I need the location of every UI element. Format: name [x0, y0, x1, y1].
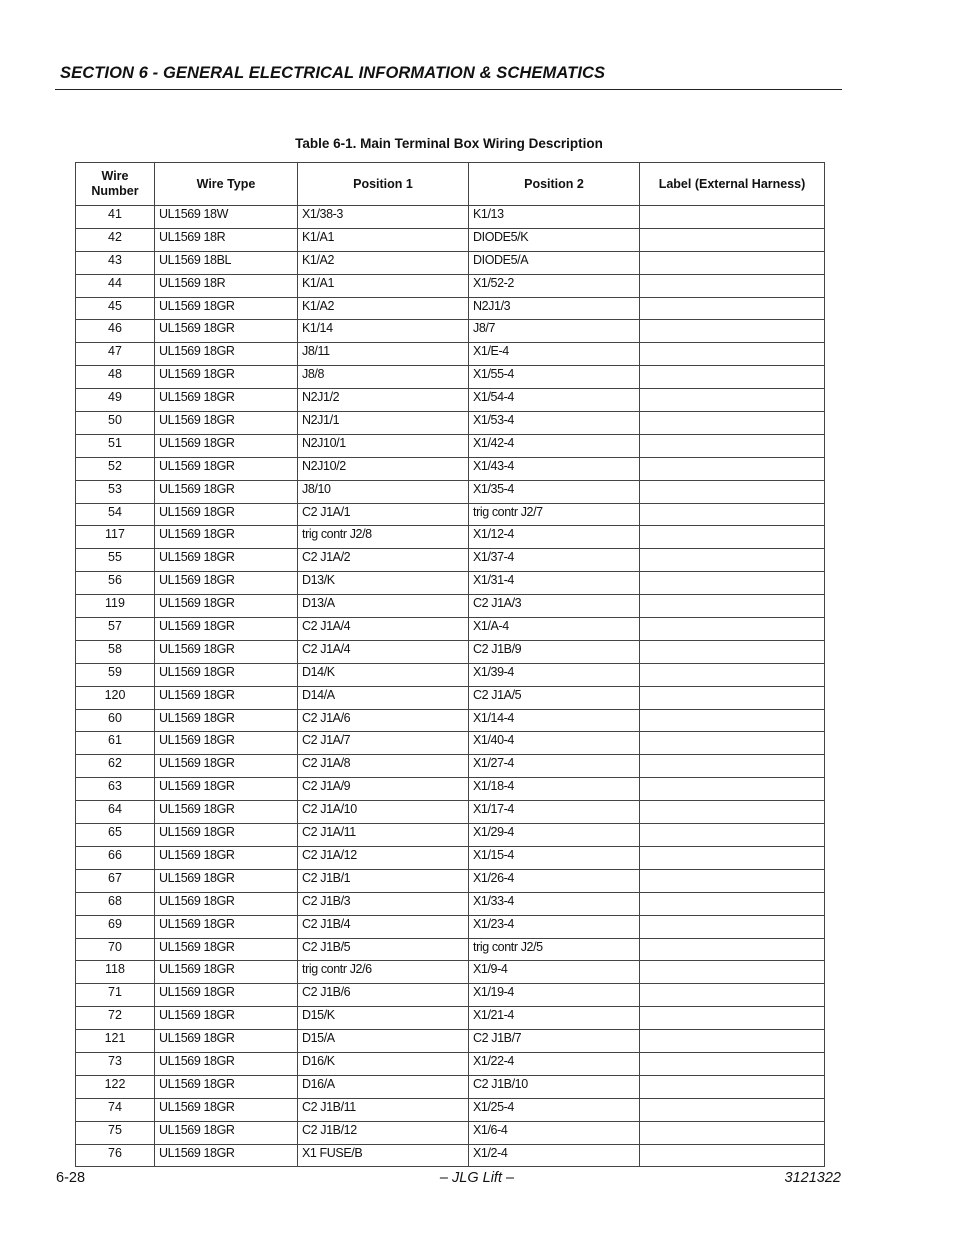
- cell-wire-type: UL1569 18GR: [155, 1098, 298, 1121]
- cell-position-2: X1/15-4: [469, 846, 640, 869]
- cell-label: [640, 755, 825, 778]
- cell-label: [640, 1098, 825, 1121]
- cell-position-1: C2 J1A/4: [298, 640, 469, 663]
- cell-wire-number: 76: [76, 1144, 155, 1167]
- table-row: [76, 686, 825, 709]
- cell-label: [640, 915, 825, 938]
- table-row: [76, 1121, 825, 1144]
- cell-position-1: C2 J1A/10: [298, 801, 469, 824]
- cell-wire-type: UL1569 18GR: [155, 572, 298, 595]
- column-header-wire-number-line2: Number: [91, 184, 139, 198]
- cell-position-1: C2 J1B/12: [298, 1121, 469, 1144]
- cell-position-1: N2J10/2: [298, 457, 469, 480]
- cell-position-2: X1/53-4: [469, 412, 640, 435]
- cell-label: [640, 251, 825, 274]
- cell-label: [640, 663, 825, 686]
- cell-wire-type: UL1569 18GR: [155, 709, 298, 732]
- cell-wire-type: UL1569 18GR: [155, 1075, 298, 1098]
- cell-position-1: C2 J1A/12: [298, 846, 469, 869]
- cell-wire-number: 71: [76, 984, 155, 1007]
- cell-label: [640, 1007, 825, 1030]
- cell-wire-number: 51: [76, 434, 155, 457]
- cell-position-2: X1/25-4: [469, 1098, 640, 1121]
- cell-wire-number: 49: [76, 389, 155, 412]
- table-row: [76, 961, 825, 984]
- cell-wire-type: UL1569 18GR: [155, 824, 298, 847]
- cell-position-1: N2J10/1: [298, 434, 469, 457]
- cell-position-2: X1/23-4: [469, 915, 640, 938]
- cell-position-2: X1/6-4: [469, 1121, 640, 1144]
- cell-wire-type: UL1569 18GR: [155, 1144, 298, 1167]
- table-row: [76, 389, 825, 412]
- cell-wire-number: 67: [76, 869, 155, 892]
- cell-position-2: N2J1/3: [469, 297, 640, 320]
- table-row: [76, 412, 825, 435]
- cell-wire-number: 72: [76, 1007, 155, 1030]
- cell-position-2: X1/12-4: [469, 526, 640, 549]
- cell-position-1: J8/11: [298, 343, 469, 366]
- cell-label: [640, 1121, 825, 1144]
- cell-wire-number: 44: [76, 274, 155, 297]
- cell-label: [640, 1075, 825, 1098]
- table-row: [76, 595, 825, 618]
- cell-label: [640, 366, 825, 389]
- cell-label: [640, 640, 825, 663]
- cell-wire-type: UL1569 18GR: [155, 389, 298, 412]
- cell-wire-number: 64: [76, 801, 155, 824]
- cell-wire-type: UL1569 18GR: [155, 1007, 298, 1030]
- cell-wire-type: UL1569 18GR: [155, 549, 298, 572]
- cell-position-1: X1/38-3: [298, 206, 469, 229]
- cell-position-2: X1/17-4: [469, 801, 640, 824]
- column-header-label: Label (External Harness): [640, 163, 825, 206]
- cell-wire-type: UL1569 18GR: [155, 846, 298, 869]
- header-divider: [55, 89, 842, 90]
- cell-label: [640, 778, 825, 801]
- cell-position-2: X1/E-4: [469, 343, 640, 366]
- cell-wire-number: 61: [76, 732, 155, 755]
- cell-position-2: J8/7: [469, 320, 640, 343]
- table-row: [76, 297, 825, 320]
- cell-position-2: X1/27-4: [469, 755, 640, 778]
- cell-position-2: X1/26-4: [469, 869, 640, 892]
- cell-wire-number: 43: [76, 251, 155, 274]
- cell-wire-type: UL1569 18GR: [155, 778, 298, 801]
- cell-position-1: D16/K: [298, 1052, 469, 1075]
- cell-wire-type: UL1569 18GR: [155, 801, 298, 824]
- cell-position-1: D13/A: [298, 595, 469, 618]
- cell-wire-type: UL1569 18GR: [155, 915, 298, 938]
- cell-wire-number: 59: [76, 663, 155, 686]
- cell-position-1: C2 J1A/9: [298, 778, 469, 801]
- cell-position-1: K1/A1: [298, 228, 469, 251]
- table-body: [76, 206, 825, 1167]
- cell-position-1: C2 J1B/6: [298, 984, 469, 1007]
- cell-wire-number: 120: [76, 686, 155, 709]
- cell-wire-type: UL1569 18R: [155, 274, 298, 297]
- cell-position-1: J8/8: [298, 366, 469, 389]
- cell-position-2: X1/9-4: [469, 961, 640, 984]
- cell-label: [640, 480, 825, 503]
- cell-wire-type: UL1569 18GR: [155, 1052, 298, 1075]
- cell-wire-type: UL1569 18GR: [155, 663, 298, 686]
- table-row: [76, 618, 825, 641]
- cell-position-1: D16/A: [298, 1075, 469, 1098]
- table-row: [76, 1007, 825, 1030]
- cell-wire-number: 68: [76, 892, 155, 915]
- cell-wire-type: UL1569 18GR: [155, 618, 298, 641]
- cell-position-2: X1/21-4: [469, 1007, 640, 1030]
- cell-position-1: C2 J1B/3: [298, 892, 469, 915]
- table-row: [76, 366, 825, 389]
- cell-position-1: C2 J1A/11: [298, 824, 469, 847]
- cell-position-2: DIODE5/K: [469, 228, 640, 251]
- cell-position-1: K1/14: [298, 320, 469, 343]
- page-number: 6-28: [56, 1170, 86, 1186]
- cell-wire-type: UL1569 18GR: [155, 480, 298, 503]
- cell-position-2: DIODE5/A: [469, 251, 640, 274]
- table-row: [76, 503, 825, 526]
- column-header-position-2: Position 2: [469, 163, 640, 206]
- cell-label: [640, 618, 825, 641]
- cell-position-1: N2J1/1: [298, 412, 469, 435]
- cell-position-1: N2J1/2: [298, 389, 469, 412]
- table-row: [76, 572, 825, 595]
- cell-label: [640, 549, 825, 572]
- cell-label: [640, 572, 825, 595]
- cell-wire-type: UL1569 18GR: [155, 595, 298, 618]
- table-row: [76, 892, 825, 915]
- cell-position-1: K1/A1: [298, 274, 469, 297]
- column-header-position-1: Position 1: [298, 163, 469, 206]
- cell-wire-number: 121: [76, 1030, 155, 1053]
- cell-wire-number: 69: [76, 915, 155, 938]
- cell-position-1: C2 J1A/1: [298, 503, 469, 526]
- cell-position-2: X1/52-2: [469, 274, 640, 297]
- table-row: [76, 206, 825, 229]
- cell-wire-number: 66: [76, 846, 155, 869]
- cell-wire-type: UL1569 18GR: [155, 686, 298, 709]
- cell-wire-number: 57: [76, 618, 155, 641]
- cell-wire-number: 65: [76, 824, 155, 847]
- cell-wire-type: UL1569 18W: [155, 206, 298, 229]
- table-row: [76, 1144, 825, 1167]
- cell-wire-number: 75: [76, 1121, 155, 1144]
- cell-position-2: X1/39-4: [469, 663, 640, 686]
- cell-position-1: D14/A: [298, 686, 469, 709]
- cell-wire-number: 117: [76, 526, 155, 549]
- cell-wire-type: UL1569 18GR: [155, 755, 298, 778]
- cell-position-2: trig contr J2/5: [469, 938, 640, 961]
- column-header-wire-number: [76, 163, 155, 206]
- table-row: [76, 915, 825, 938]
- cell-wire-type: UL1569 18GR: [155, 320, 298, 343]
- cell-label: [640, 892, 825, 915]
- column-header-wire-number-line1: Wire: [101, 169, 129, 183]
- cell-position-1: D15/A: [298, 1030, 469, 1053]
- wiring-table: [75, 162, 825, 1167]
- cell-wire-type: UL1569 18GR: [155, 938, 298, 961]
- cell-wire-type: UL1569 18GR: [155, 343, 298, 366]
- cell-wire-type: UL1569 18GR: [155, 732, 298, 755]
- cell-position-2: X1/40-4: [469, 732, 640, 755]
- cell-label: [640, 938, 825, 961]
- cell-wire-number: 56: [76, 572, 155, 595]
- cell-label: [640, 984, 825, 1007]
- cell-wire-number: 58: [76, 640, 155, 663]
- cell-position-1: trig contr J2/6: [298, 961, 469, 984]
- cell-label: [640, 732, 825, 755]
- table-row: [76, 824, 825, 847]
- cell-label: [640, 503, 825, 526]
- cell-position-2: X1/35-4: [469, 480, 640, 503]
- table-row: [76, 1098, 825, 1121]
- cell-wire-number: 54: [76, 503, 155, 526]
- cell-wire-type: UL1569 18GR: [155, 366, 298, 389]
- cell-position-2: C2 J1B/9: [469, 640, 640, 663]
- cell-wire-number: 63: [76, 778, 155, 801]
- cell-wire-type: UL1569 18GR: [155, 526, 298, 549]
- cell-position-2: C2 J1B/7: [469, 1030, 640, 1053]
- cell-position-1: C2 J1A/6: [298, 709, 469, 732]
- cell-position-1: C2 J1A/8: [298, 755, 469, 778]
- cell-position-2: X1/14-4: [469, 709, 640, 732]
- cell-label: [640, 343, 825, 366]
- cell-label: [640, 869, 825, 892]
- cell-wire-number: 50: [76, 412, 155, 435]
- table-row: [76, 251, 825, 274]
- table-row: [76, 663, 825, 686]
- cell-wire-number: 45: [76, 297, 155, 320]
- table-row: [76, 1052, 825, 1075]
- cell-label: [640, 206, 825, 229]
- cell-position-1: C2 J1B/4: [298, 915, 469, 938]
- cell-position-1: K1/A2: [298, 297, 469, 320]
- cell-label: [640, 709, 825, 732]
- table-row: [76, 274, 825, 297]
- cell-position-1: C2 J1A/2: [298, 549, 469, 572]
- cell-position-2: C2 J1A/5: [469, 686, 640, 709]
- cell-position-1: C2 J1B/11: [298, 1098, 469, 1121]
- cell-label: [640, 389, 825, 412]
- cell-wire-number: 74: [76, 1098, 155, 1121]
- table-row: [76, 755, 825, 778]
- cell-position-1: trig contr J2/8: [298, 526, 469, 549]
- cell-position-1: C2 J1B/1: [298, 869, 469, 892]
- table-row: [76, 640, 825, 663]
- cell-wire-number: 118: [76, 961, 155, 984]
- cell-wire-number: 62: [76, 755, 155, 778]
- cell-position-1: K1/A2: [298, 251, 469, 274]
- cell-position-1: J8/10: [298, 480, 469, 503]
- cell-label: [640, 274, 825, 297]
- cell-wire-number: 42: [76, 228, 155, 251]
- cell-position-2: X1/31-4: [469, 572, 640, 595]
- cell-wire-number: 53: [76, 480, 155, 503]
- cell-position-2: X1/22-4: [469, 1052, 640, 1075]
- cell-position-2: X1/19-4: [469, 984, 640, 1007]
- table-row: [76, 778, 825, 801]
- document-number: 3121322: [784, 1170, 841, 1186]
- cell-position-2: X1/29-4: [469, 824, 640, 847]
- cell-label: [640, 526, 825, 549]
- cell-position-2: X1/37-4: [469, 549, 640, 572]
- cell-label: [640, 412, 825, 435]
- table-row: [76, 1075, 825, 1098]
- cell-wire-number: 122: [76, 1075, 155, 1098]
- cell-label: [640, 961, 825, 984]
- cell-wire-type: UL1569 18GR: [155, 297, 298, 320]
- cell-wire-type: UL1569 18GR: [155, 984, 298, 1007]
- cell-position-2: C2 J1B/10: [469, 1075, 640, 1098]
- table-row: [76, 869, 825, 892]
- table-row: [76, 846, 825, 869]
- cell-position-2: X1/43-4: [469, 457, 640, 480]
- cell-label: [640, 846, 825, 869]
- table-row: [76, 343, 825, 366]
- table-row: [76, 320, 825, 343]
- cell-position-2: X1/54-4: [469, 389, 640, 412]
- cell-position-2: X1/18-4: [469, 778, 640, 801]
- cell-position-2: C2 J1A/3: [469, 595, 640, 618]
- cell-label: [640, 801, 825, 824]
- table-header-row: [76, 163, 825, 206]
- cell-wire-type: UL1569 18BL: [155, 251, 298, 274]
- cell-wire-number: 48: [76, 366, 155, 389]
- cell-wire-number: 52: [76, 457, 155, 480]
- cell-position-2: X1/42-4: [469, 434, 640, 457]
- cell-label: [640, 595, 825, 618]
- table-row: [76, 984, 825, 1007]
- cell-label: [640, 228, 825, 251]
- cell-wire-type: UL1569 18R: [155, 228, 298, 251]
- cell-label: [640, 297, 825, 320]
- cell-wire-type: UL1569 18GR: [155, 640, 298, 663]
- cell-label: [640, 1052, 825, 1075]
- cell-position-1: C2 J1A/4: [298, 618, 469, 641]
- table-row: [76, 434, 825, 457]
- section-title: SECTION 6 - GENERAL ELECTRICAL INFORMATION & SCHEMATICS: [60, 64, 606, 82]
- cell-position-1: C2 J1B/5: [298, 938, 469, 961]
- cell-wire-number: 46: [76, 320, 155, 343]
- table-caption: Table 6-1. Main Terminal Box Wiring Description: [295, 136, 603, 151]
- cell-position-1: X1 FUSE/B: [298, 1144, 469, 1167]
- cell-wire-type: UL1569 18GR: [155, 961, 298, 984]
- cell-position-2: X1/A-4: [469, 618, 640, 641]
- cell-position-2: X1/33-4: [469, 892, 640, 915]
- cell-label: [640, 320, 825, 343]
- table-row: [76, 549, 825, 572]
- table-row: [76, 526, 825, 549]
- cell-wire-type: UL1569 18GR: [155, 412, 298, 435]
- cell-position-2: K1/13: [469, 206, 640, 229]
- column-header-wire-type: Wire Type: [155, 163, 298, 206]
- cell-wire-type: UL1569 18GR: [155, 1121, 298, 1144]
- cell-wire-type: UL1569 18GR: [155, 434, 298, 457]
- table-row: [76, 480, 825, 503]
- cell-wire-number: 47: [76, 343, 155, 366]
- cell-wire-type: UL1569 18GR: [155, 457, 298, 480]
- cell-wire-number: 119: [76, 595, 155, 618]
- footer-publisher: – JLG Lift –: [439, 1170, 515, 1186]
- cell-wire-number: 55: [76, 549, 155, 572]
- table-row: [76, 1030, 825, 1053]
- cell-position-1: D13/K: [298, 572, 469, 595]
- cell-label: [640, 1144, 825, 1167]
- cell-position-2: X1/55-4: [469, 366, 640, 389]
- cell-label: [640, 434, 825, 457]
- table-row: [76, 938, 825, 961]
- cell-label: [640, 457, 825, 480]
- table-row: [76, 801, 825, 824]
- cell-label: [640, 824, 825, 847]
- cell-position-1: C2 J1A/7: [298, 732, 469, 755]
- table-row: [76, 732, 825, 755]
- cell-wire-type: UL1569 18GR: [155, 892, 298, 915]
- cell-position-1: D14/K: [298, 663, 469, 686]
- table-row: [76, 709, 825, 732]
- cell-position-2: X1/2-4: [469, 1144, 640, 1167]
- cell-wire-number: 70: [76, 938, 155, 961]
- cell-position-1: D15/K: [298, 1007, 469, 1030]
- cell-wire-type: UL1569 18GR: [155, 1030, 298, 1053]
- cell-label: [640, 1030, 825, 1053]
- table-row: [76, 457, 825, 480]
- cell-position-2: trig contr J2/7: [469, 503, 640, 526]
- cell-label: [640, 686, 825, 709]
- cell-wire-number: 73: [76, 1052, 155, 1075]
- cell-wire-type: UL1569 18GR: [155, 503, 298, 526]
- cell-wire-type: UL1569 18GR: [155, 869, 298, 892]
- table-row: [76, 228, 825, 251]
- cell-wire-number: 60: [76, 709, 155, 732]
- cell-wire-number: 41: [76, 206, 155, 229]
